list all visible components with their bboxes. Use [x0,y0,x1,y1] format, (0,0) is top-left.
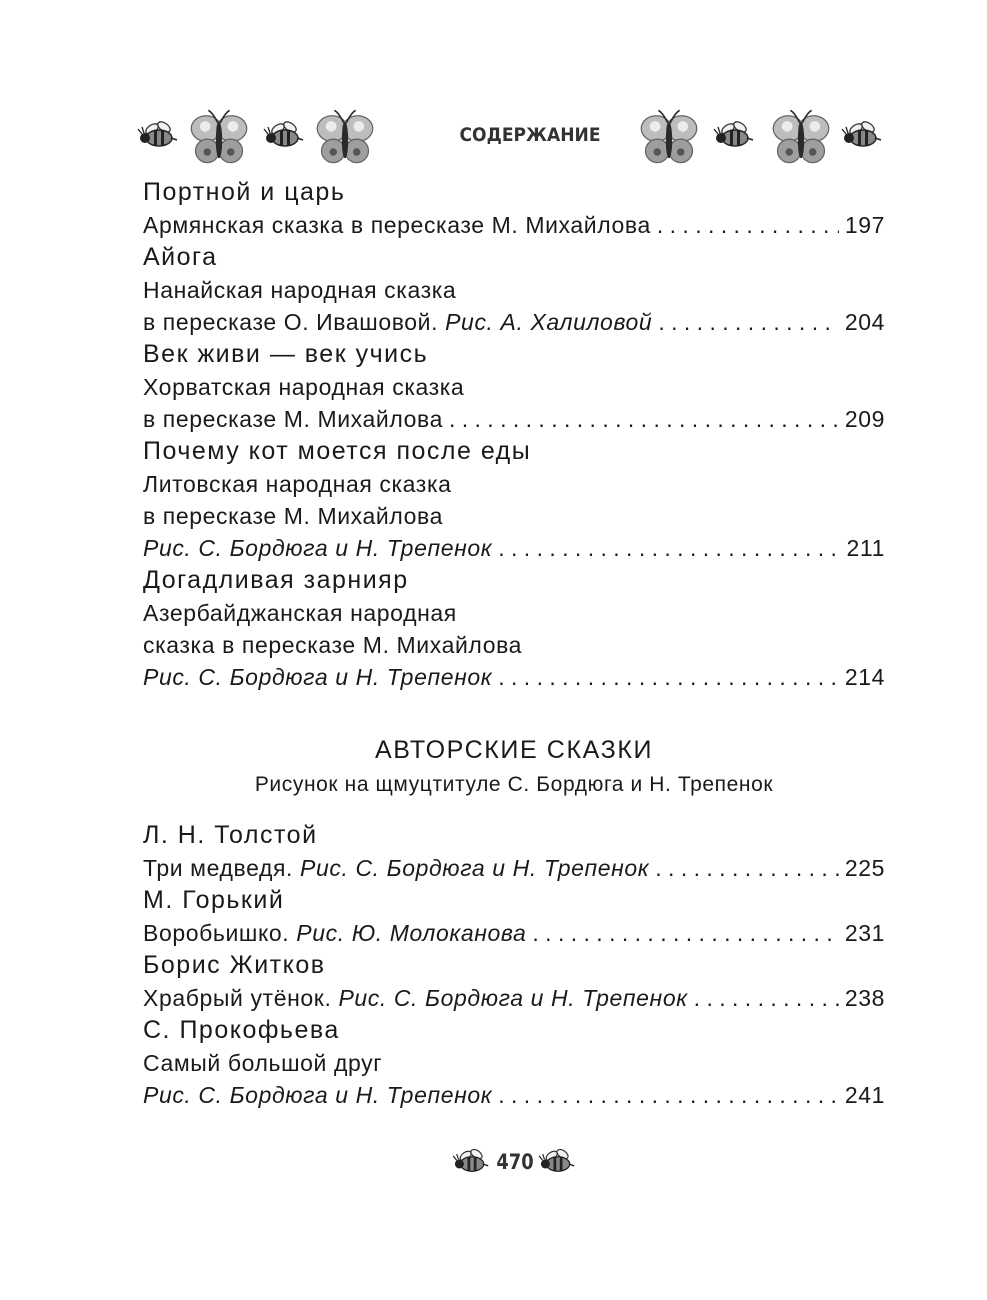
toc-line [143,500,885,532]
toc-line[interactable] [143,306,885,338]
story-title: Воробьишко. [143,920,290,946]
story-title: Храбрый утёнок. [143,985,332,1011]
section-subtitle: Рисунок на щмуцтитуле С. Бордюга и Н. Трепенок [254,773,774,796]
toc-line [143,371,885,403]
illustrator: Рис. А. Халиловой [445,309,653,335]
author-name: Борис Житков [143,951,326,979]
page-number: 209 [844,406,885,432]
entry-source: Азербайджанская народная [143,600,457,626]
bee-icon [713,118,757,158]
page-title: СОДЕРЖАНИЕ [459,124,601,146]
toc-line[interactable] [143,209,885,241]
toc-folk-tales [143,176,885,693]
butterfly-icon [769,106,833,166]
story-title: Три медведя. [143,855,294,881]
entry-source: Армянская сказка в пересказе М. Михайлова [143,212,651,238]
author-name: С. Прокофьева [143,1016,340,1044]
butterfly-icon [313,106,377,166]
leader-dots [498,532,840,564]
entry-title: Айога [143,243,218,271]
toc-line [143,468,885,500]
author-name: М. Горький [143,886,285,914]
illustrator: Рис. С. Бордюга и Н. Трепенок [143,1082,493,1108]
page-number: 197 [844,212,885,238]
entry-title: Почему кот моется после еды [143,437,532,465]
entry-source: Литовская народная сказка [143,471,452,497]
toc-line[interactable] [143,982,885,1014]
page-header [135,100,895,170]
toc-line [143,597,885,629]
page-number: 214 [844,664,885,690]
toc-line [143,274,885,306]
illustrator: Рис. С. Бордюга и Н. Трепенок [338,985,688,1011]
leader-dots [694,982,839,1014]
toc-line[interactable] [143,403,885,435]
leader-dots [658,306,838,338]
leader-dots [655,852,839,884]
bee-icon [538,1146,578,1182]
illustrator: Рис. С. Бордюга и Н. Трепенок [143,535,493,561]
illustrator: Рис. С. Бордюга и Н. Трепенок [143,664,493,690]
illustrator: Рис. Ю. Молоканова [296,920,527,946]
toc-line[interactable] [143,532,885,564]
bee-icon [263,118,307,158]
leader-dots [532,917,838,949]
entry-source: в пересказе М. Михайлова [143,503,443,529]
entry-title: Портной и царь [143,178,346,206]
leader-dots [498,1079,839,1111]
toc-line[interactable] [143,661,885,693]
section-title: АВТОРСКИЕ СКАЗКИ [374,736,654,764]
toc-line[interactable] [143,1079,885,1111]
toc-author-tales [143,819,885,1111]
butterfly-icon [187,106,251,166]
entry-source: Нанайская народная сказка [143,277,457,303]
bee-icon [841,118,885,158]
entry-source: в пересказе О. Ивашовой. [143,309,439,335]
leader-dots [498,661,839,693]
page-number: 225 [844,855,885,881]
page-number: 204 [844,309,885,335]
entry-source: сказка в пересказе М. Михайлова [143,632,523,658]
story-title: Самый большой друг [143,1050,383,1076]
toc-line[interactable] [143,917,885,949]
toc-line [143,629,885,661]
toc-line[interactable] [143,852,885,884]
page-number: 231 [844,920,885,946]
leader-dots [449,403,839,435]
toc-line [143,1047,885,1079]
entry-title: Догадливая зарнияр [143,566,409,594]
bee-icon [137,118,181,158]
butterfly-icon [637,106,701,166]
leader-dots [657,209,839,241]
footer-page-number: 470 [496,1150,534,1174]
page-number: 211 [846,535,885,561]
entry-title: Век живи — век учись [143,340,429,368]
page-number: 241 [844,1082,885,1108]
entry-source: Хорватская народная сказка [143,374,465,400]
bee-icon [452,1146,492,1182]
entry-source: в пересказе М. Михайлова [143,406,443,432]
illustrator: Рис. С. Бордюга и Н. Трепенок [300,855,650,881]
page-number: 238 [844,985,885,1011]
author-name: Л. Н. Толстой [143,821,318,849]
page-footer [0,1140,987,1190]
